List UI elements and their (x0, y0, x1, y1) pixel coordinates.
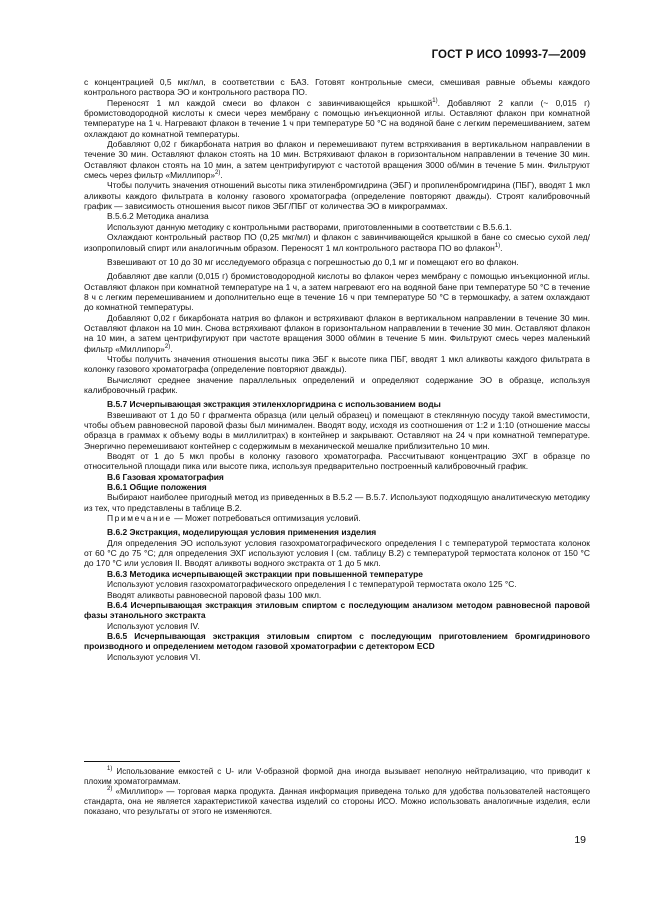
footnote-ref: 1) (494, 242, 501, 249)
paragraph: Добавляют две капли (0,015 г) бромистоводородной кислоты во флакон через мембрану с помощью инъекционной иглы. Оставляют флакон при комнатной температуре на 1 ч, а затем нагревают его на водяной бане при температуре 50 °С в течение 8 ч с легким перемешиванием и дополнительно еще в течение 16 ч при температуре 50 °С в термошкафу, а затем охлаждают до комнатной температуры. (84, 271, 590, 313)
paragraph: Для определения ЭО используют условия газохроматографического определения I с температурой термостата колонок от 60 °С до 75 °С; для определения ЭХГ используют условия I (см. таблицу В.2) с температурой термостата колонок от 150 °С до 170 °С или условия II. Вводят аликвоты водного экстракта от 1 до 5 мкл. (84, 537, 590, 569)
section-heading: В.6.2 Экстракция, моделирующая условия применения изделия (107, 527, 377, 538)
footnote-ref: 2) (215, 170, 221, 177)
footnotes (84, 767, 590, 817)
footnote-divider (84, 761, 180, 762)
page-header-title: ГОСТ Р ИСО 10993-7—2009 (431, 49, 586, 61)
section-heading: В.6.1 Общие положения (107, 482, 207, 493)
paragraph: Добавляют 0,02 г бикарбоната натрия во флакон и перемешивают путем встряхивания в вертикальном направлении в течение 30 мин. Оставляют флакон стоять на 10 мин. Встряхивают флакон в горизонтальном направлении в течение 30 мин. Оставляют флакон стоять на 10 мин, а затем центрифугируют с частотой вращения 3000 об/мин в течение 5 мин. Фильтруют смесь через фильтр «Миллипор»$^{2)}$. (84, 139, 590, 181)
paragraph: Взвешивают от 10 до 30 мг исследуемого образца с погрешностью до 0,1 мг и помещают его во флакон. (107, 256, 519, 267)
paragraph: Вводят от 1 до 5 мкл пробы в колонку газового хроматографа. Рассчитывают концентрацию ЭХГ в образце по относительной площади пика или высоте пика, используя предварительно построенный калибровочный график. (84, 451, 590, 472)
section-heading: В.6.4 Исчерпывающая экстракция этиловым спиртом с последующим анализом методом равновесной паровой фазы этанольного экстракта (84, 599, 590, 621)
footnote: $^{1)}$ Использование емкостей с U- или V-образной формой дна иногда вызывает неполную нейтрализацию, что приводит к плохим хроматограммам. (84, 766, 590, 787)
section-heading: В.6.5 Исчерпывающая экстракция этиловым спиртом с последующим приготовлением бромгидринового производного и определением методом газовой хроматографии с детектором ECD (84, 630, 590, 652)
footnote-ref: 2) (164, 343, 171, 350)
footnote-marker: 2) (107, 786, 113, 793)
paragraph: с концентрацией 0,5 мкг/мл, в соответствии с БАЗ. Готовят контрольные смеси, смешивая равные объемы каждого контрольного раствора ЭО и контрольного раствора ПО. (84, 77, 590, 98)
paragraph: Добавляют 0,02 г бикарбоната натрия во флакон и встряхивают флакон в вертикальном направлении в течение 30 мин. Оставляют флакон на 10 мин. Снова встряхивают флакон в горизонтальном направлении в течение 30 мин. Оставляют флакон на 10 мин, а затем центрифугируют при частоте вращения 3000 об/мин в течение 5 мин. Фильтруют смесь через маленький фильтр «Миллипор»$^{2)}$. (84, 312, 590, 354)
section-heading: В.6 Газовая хроматография (107, 471, 224, 482)
footnote: $^{2)}$ «Миллипор» — торговая марка продукта. Данная информация приведена только для удобства пользователей настоящего стандарта, она не является характеристикой качества изделий со стороны ИСО. Можно использовать аналогичные изделия, если показано, что результаты от этого не изменяются. (84, 786, 590, 817)
paragraph: Используют условия IV. (107, 620, 200, 631)
paragraph: Используют условия VI. (107, 651, 201, 662)
paragraph: Выбирают наиболее пригодный метод из приведенных в В.5.2 — В.5.7. Используют подходящую аналитическую методику из тех, что представлены в таблице В.2. (84, 492, 590, 513)
page-number: 19 (574, 834, 586, 846)
footnote-marker: 1) (107, 766, 113, 772)
paragraph: Чтобы получить значения отношения высоты пика ЭБГ к высоте пика ПБГ, вводят 1 мкл аликвоты каждого фильтрата в колонку газового хроматографа (определение повторяют дважды). (84, 353, 590, 375)
paragraph: Чтобы получить значения отношений высоты пика этиленбромгидрина (ЭБГ) и пропиленбромгидрина (ПБГ), вводят 1 мкл аликвоты каждого фильтрата в колонку газового хроматографа (определение повторяют дважды). Строят калибровочный график — зависимость отношения высот пиков ЭБГ/ПБГ от количества ЭО в микрограммах. (84, 180, 590, 212)
subsection-heading: В.5.6.2 Методика анализа (107, 211, 209, 222)
paragraph: Используют данную методику с контрольными растворами, приготовленными в соответствии с В.5.6.1. (107, 221, 512, 232)
section-heading: В.5.7 Исчерпывающая экстракция этиленхлоргидрина с использованием воды (107, 399, 441, 410)
paragraph: Охлаждают контрольный раствор ПО (0,25 мкг/мл) и флакон с завинчивающейся крышкой в бане со смесью сухой лед/изопропиловый спирт или аналогичным образом. Переносят 1 мл контрольного раствора ПО во флакон$^{1)}$. (84, 232, 590, 253)
section-heading: В.6.3 Методика исчерпывающей экстракции при повышенной температуре (107, 568, 423, 579)
note: Примечание — Может потребоваться оптимизация условий. (107, 513, 361, 524)
paragraph: Вычисляют среднее значение параллельных определений и определяют содержание ЭО в образце, используя калибровочный график. (84, 374, 590, 395)
paragraph: Вводят аликвоты равновесной паровой фазы 100 мкл. (107, 589, 322, 600)
paragraph: Взвешивают от 1 до 50 г фрагмента образца (или целый образец) и помещают в стеклянную посуду такой вместимости, чтобы объем равновесной паровой фазы был минимален. Вводят воду, исходя из соотношения от 1:2 и 1:10 (отношение массы образца в граммах к объему воды в миллилитрах) в контейнер и закрывают. Оставляют на 24 ч при комнатной температуре. Энергично перемешивают контейнер с содержимым в механической мешалке приблизительно 10 мин. (84, 409, 590, 451)
paragraph: Используют условия газохроматографического определения I с температурой термостата около 125 °С. (107, 579, 517, 590)
paragraph: Переносят 1 мл каждой смеси во флакон с завинчивающейся крышкой$^{1)}$. Добавляют 2 капли (~ 0,015 г) бромистоводородной кислоты к смеси через мембрану с помощью инъекционной иглы. Оставляют флакон при комнатной температуре на 1 ч. Нагревают флакон в течение 1 ч при температуре 50 °С на водяной бане с легким перемешиванием, затем охлаждают до комнатной температуры. (84, 97, 590, 139)
note-label: Примечание (107, 513, 172, 524)
document-body (84, 77, 590, 662)
footnote-ref: 1) (432, 97, 438, 104)
